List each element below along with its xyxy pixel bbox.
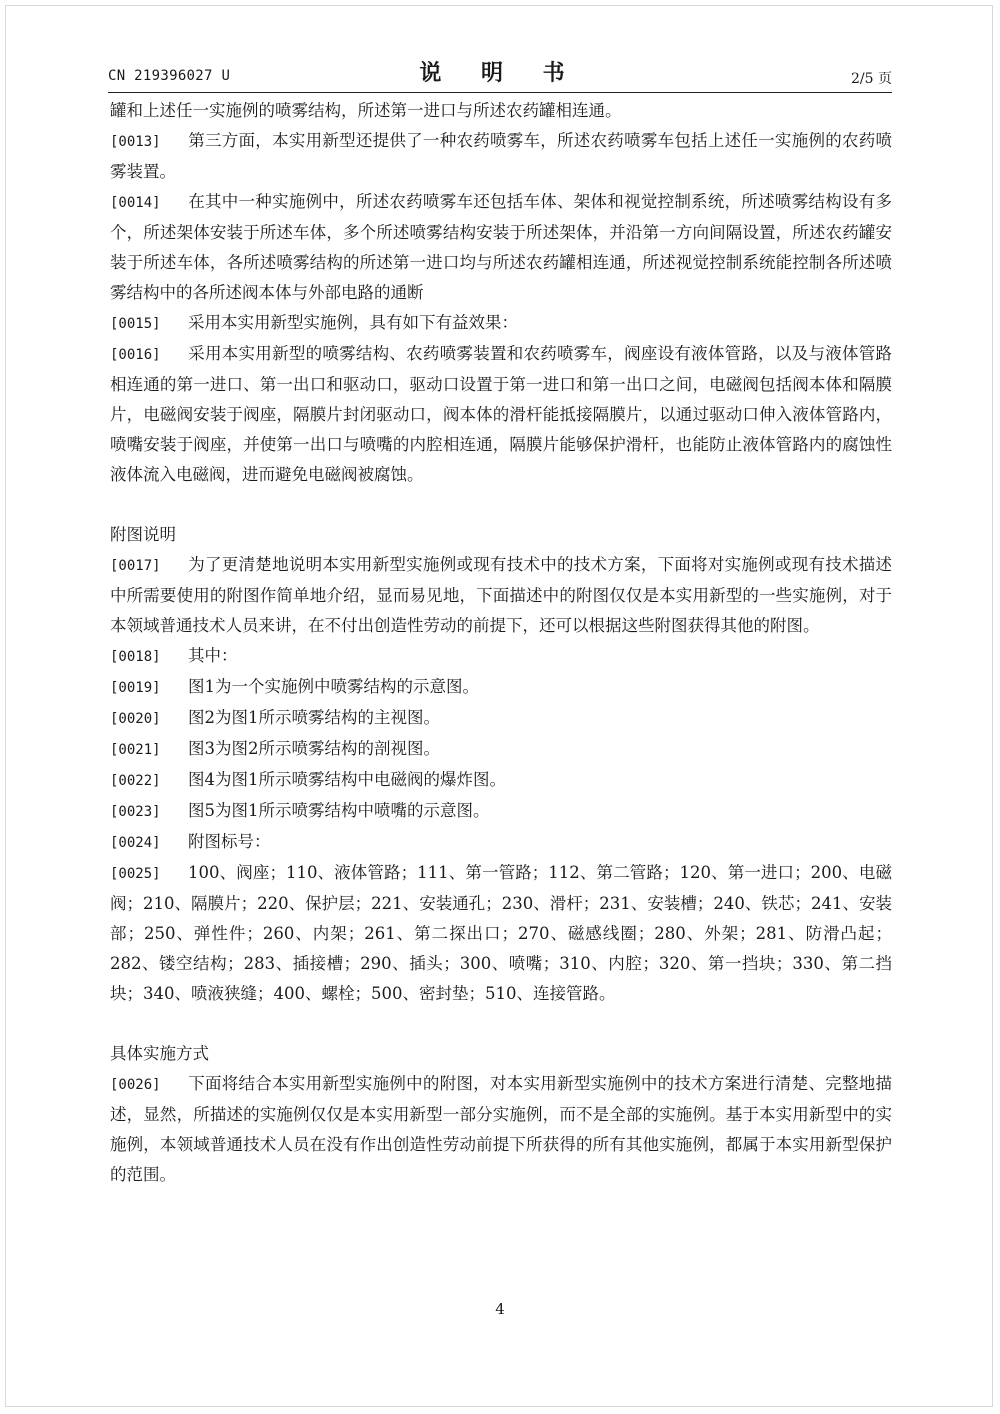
paragraph-number: [0023] [110,804,161,820]
paragraph-text: 图4为图1所示喷雾结构中电磁阀的爆炸图。 [188,770,506,789]
paragraph-text: 图3为图2所示喷雾结构的剖视图。 [188,739,440,758]
header-divider [108,92,892,93]
paragraph-number: [0026] [110,1077,161,1093]
paragraph-number: [0024] [110,835,161,851]
page-header [108,56,892,92]
paragraph-number: [0022] [110,773,161,789]
paragraph-number: [0014] [110,195,161,211]
paragraph-0019 [110,672,892,703]
paragraph-text: 采用本实用新型的喷雾结构、农药喷雾装置和农药喷雾车，阀座设有液体管路，以及与液体管路相连通的第一进口、第一出口和驱动口，驱动口设置于第一进口和第一出口之间，电磁阀包括阀本体和隔膜片，电磁阀安装于阀座，隔膜片封闭驱动口，阀本体的滑杆能抵接隔膜片，以通过驱动口伸入液体管路内，喷嘴安装于阀座，并使第一出口与喷嘴的内腔相连通，隔膜片能够保护滑杆，也能防止液体管路内的腐蚀性液体流入电磁阀，进而避免电磁阀被腐蚀。 [110,344,892,484]
section-heading-embodiments: 具体实施方式 [110,1044,209,1063]
paragraph-number: [0016] [110,347,161,363]
paragraph-0012-continued: 罐和上述任一实施例的喷雾结构，所述第一进口与所述农药罐相连通。 [110,101,622,120]
paragraph-text: 附图标号： [188,832,271,851]
paragraph-number: [0015] [110,316,161,332]
paragraph-0021 [110,734,892,765]
document-body [110,96,892,1190]
page-number: 4 [495,1300,505,1318]
paragraph-0025 [110,858,892,1009]
paragraph-text: 第三方面，本实用新型还提供了一种农药喷雾车，所述农药喷雾车包括上述任一实施例的农药喷雾装置。 [110,131,892,181]
paragraph-text: 下面将结合本实用新型实施例中的附图，对本实用新型实施例中的技术方案进行清楚、完整地描述，显然，所描述的实施例仅仅是本实用新型一部分实施例，而不是全部的实施例。基于本实用新型中的实施例，本领域普通技术人员在没有作出创造性劳动前提下所获得的所有其他实施例，都属于本实用新型保护的范围。 [110,1074,892,1184]
paragraph-text: 采用本实用新型实施例，具有如下有益效果： [188,313,518,332]
paragraph-text: 100、阀座；110、液体管路；111、第一管路；112、第二管路；120、第一进口；200、电磁阀；210、隔膜片；220、保护层；221、安装通孔；230、滑杆；231、安装槽；240、铁芯；241、安装部；250、弹性件；260、内架；261、第二探出口；270、磁感线圈；280、外架；281、防滑凸起；282、镂空结构；283、插接槽；290、插头；300、喷嘴；310、内腔；320、第一挡块；330、第二挡块；340、喷液狭缝；400、螺栓；500、密封垫；510、连接管路。 [110,863,892,1003]
paragraph-number: [0020] [110,711,161,727]
paragraph-0026 [110,1069,892,1190]
paragraph-number: [0017] [110,558,161,574]
paragraph-text: 图2为图1所示喷雾结构的主视图。 [188,708,440,727]
paragraph-0016 [110,339,892,490]
paragraph-0020 [110,703,892,734]
paragraph-number: [0025] [110,866,161,882]
paragraph-text: 其中： [188,646,238,665]
section-heading-figures: 附图说明 [110,525,176,544]
document-title: 说 明 书 [419,61,581,86]
paragraph-0018 [110,641,892,672]
paragraph-0013 [110,126,892,187]
page-info: 2/5 页 [851,71,892,87]
paragraph-0017 [110,550,892,641]
paragraph-number: [0018] [110,649,161,665]
paragraph-0023 [110,796,892,827]
paragraph-number: [0021] [110,742,161,758]
paragraph-0022 [110,765,892,796]
paragraph-text: 图5为图1所示喷雾结构中喷嘴的示意图。 [188,801,490,820]
paragraph-0015 [110,308,892,339]
paragraph-number: [0013] [110,134,161,150]
paragraph-text: 在其中一种实施例中，所述农药喷雾车还包括车体、架体和视觉控制系统，所述喷雾结构设有多个，所述架体安装于所述车体，多个所述喷雾结构安装于所述架体，并沿第一方向间隔设置，所述农药罐安装于所述车体，各所述喷雾结构的所述第一进口均与所述农药罐相连通，所述视觉控制系统能控制各所述喷雾结构中的各所述阀本体与外部电路的通断 [110,192,892,302]
paragraph-0014 [110,187,892,308]
paragraph-text: 为了更清楚地说明本实用新型实施例或现有技术中的技术方案，下面将对实施例或现有技术描述中所需要使用的附图作简单地介绍，显而易见地，下面描述中的附图仅仅是本实用新型的一些实施例，对于本领域普通技术人员来讲，在不付出创造性劳动的前提下，还可以根据这些附图获得其他的附图。 [110,555,892,635]
paragraph-0024 [110,827,892,858]
paragraph-text: 图1为一个实施例中喷雾结构的示意图。 [188,677,479,696]
paragraph-number: [0019] [110,680,161,696]
document-number: CN 219396027 U [108,68,231,84]
